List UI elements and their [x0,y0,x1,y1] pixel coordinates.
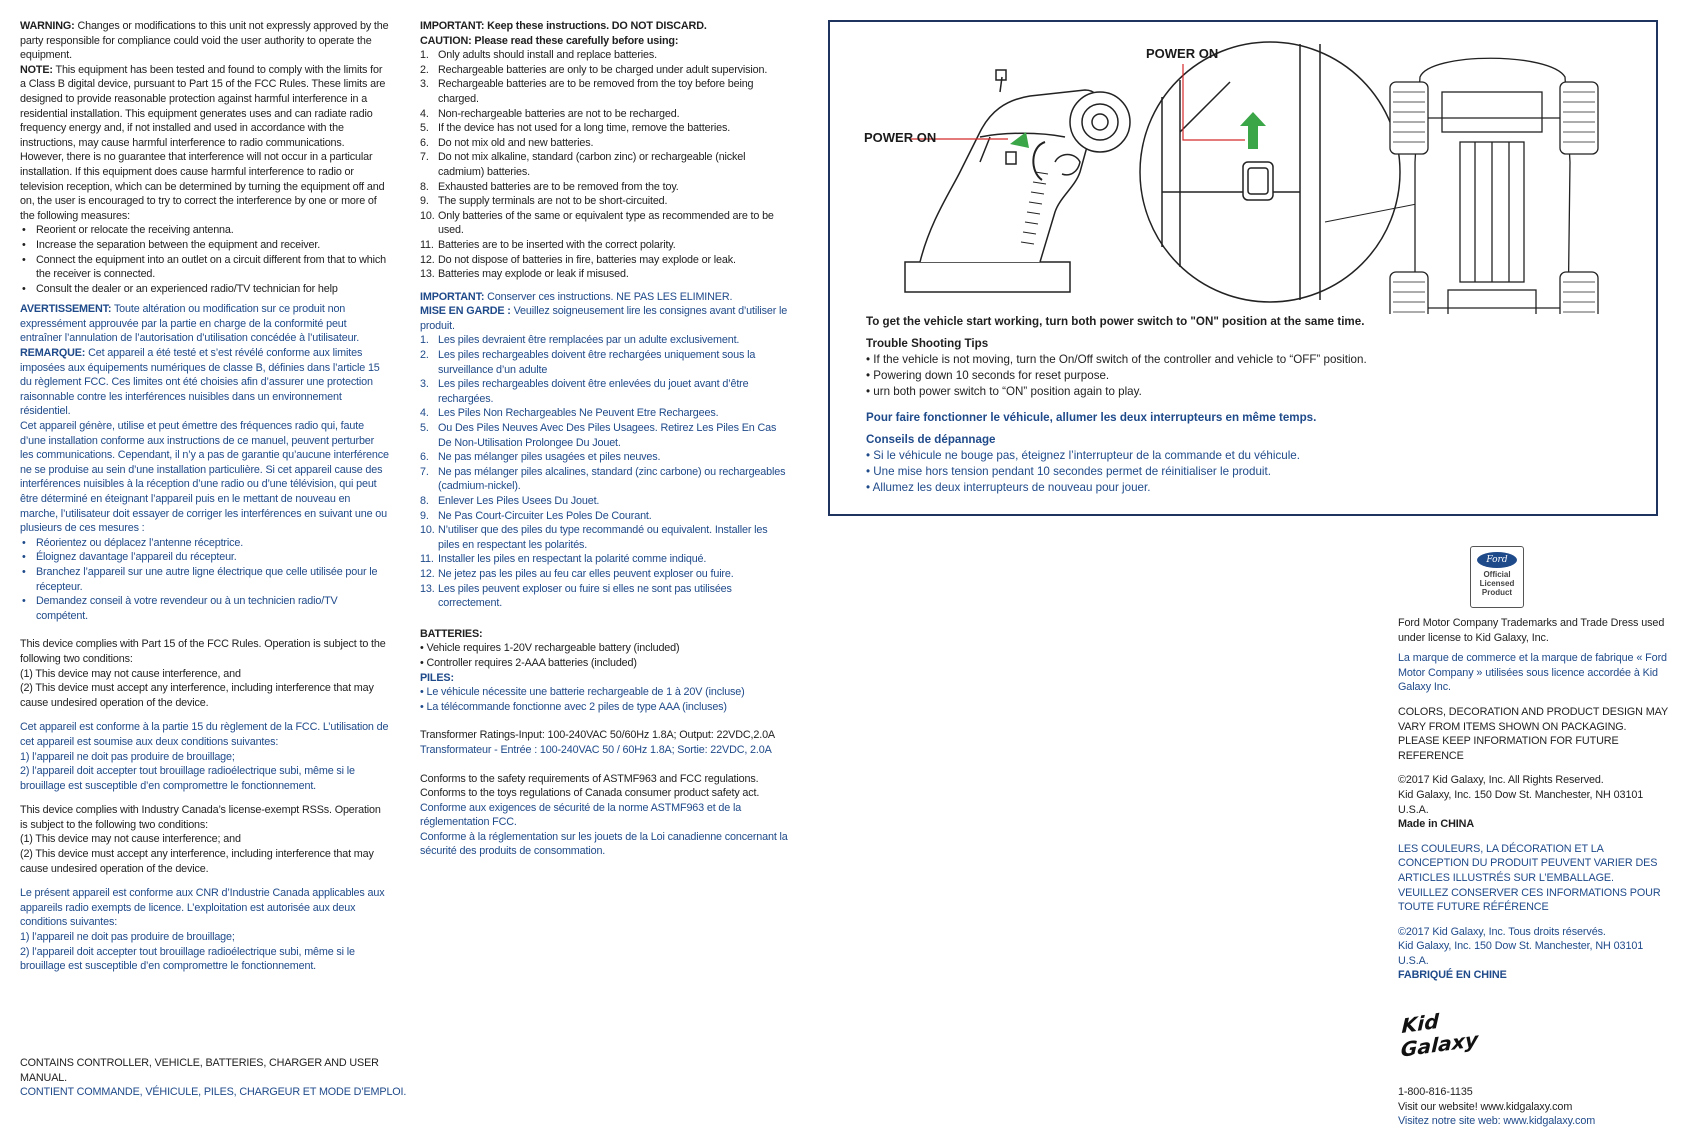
badge-text: Product [1481,588,1513,597]
measure-item: • Reorient or relocate the receiving antenna. [22,224,234,237]
ic-fr-text: Le présent appareil est conforme aux CNR d’Industrie Canada applicables aux appareils radio exempts de licence. L’exploitation est autorisée aux deux conditions suivantes: [20,887,385,929]
battery-instruction-item: 11. Batteries are to be inserted with the correct polarity. [420,238,676,251]
mesure-item: • Réorientez ou déplacez l’antenne réceptrice. [22,536,244,549]
battery-instruction-item: 11. Installer les piles en respectant la polarité comme indiqué. [420,553,707,566]
battery-list-fr [420,333,790,610]
warning-paragraph [20,19,390,63]
important-fr: IMPORTANT: Conserver ces instructions. NE PAS LES ELIMINER. [420,290,733,303]
truck-top-view-illustration [1390,58,1598,314]
trademark-en: Ford Motor Company Trademarks and Trade Dress used under license to Kid Galaxy, Inc. [1398,617,1665,644]
controller-illustration [905,70,1130,292]
fcc-column [20,19,390,974]
mesure-item: • Éloignez davantage l’appareil du récepteur. [22,551,237,564]
ic-fr-text: 1) l’appareil ne doit pas produire de brouillage; [20,931,235,944]
badge-text: Licensed [1479,579,1515,588]
battery-instruction-item: 7. Do not mix alkaline, standard (carbon zinc) or rechargeable (nickel cadmium) batteries. [420,151,746,178]
conformity-en: Conforms to the toys regulations of Canada consumer product safety act. [420,787,760,800]
caution-heading: CAUTION: Please read these carefully before using: [420,34,679,47]
conformity-fr: Conforme aux exigences de sécurité de la norme ASTMF963 et de la réglementation FCC. [420,801,742,829]
power-on-diagram [828,20,1658,516]
made-in-en: Made in CHINA [1398,818,1475,831]
avertissement-paragraph: AVERTISSEMENT: Toute altération ou modification sur ce produit non expressément approuvée par la partie en charge de la conformité peut entraîner l’annulation de l’autorisation d’utilisation concédée à l’utilisateur. [20,303,360,345]
battery-instruction-item: 10. Only batteries of the same or equivalent type as recommended are to be used. [420,209,774,237]
badge-text: Official [1483,570,1511,579]
trademark-fr: La marque de commerce et la marque de fabrique « Ford Motor Company » utilisées sous licence accordée à Kid Galaxy Inc. [1398,652,1667,694]
made-in-fr: FABRIQUÉ EN CHINE [1398,969,1507,982]
battery-instruction-item: 9. The supply terminals are not to be short-circuited. [420,195,668,208]
ic-text: (1) This device may not cause interference; and [20,833,241,846]
ford-logo-icon: Ford [1477,552,1517,568]
fcc-part15-fr-text: 2) l’appareil doit accepter tout brouillage radioélectrique subi, même si le brouillage est susceptible d’en compromettre le fonctionnement. [20,765,355,792]
battery-instruction-item: 5. Ou Des Piles Neuves Avec Des Piles Usagees. Retirez Les Piles En Cas De Non-Utilisation Prolongee Du Jouet. [420,422,777,449]
fcc-part15-fr-text: Cet appareil est conforme à la partie 15 du règlement de la FCC. L’utilisation de cet appareil est soumise aux deux conditions suivantes: [20,721,389,748]
copyright-fr: ©2017 Kid Galaxy, Inc. Tous droits réservés. [1398,925,1606,938]
fcc-part15-text: (2) This device must accept any interference, including interference that may cause undesired operation of the device. [20,682,374,709]
company-column [1398,546,1670,1129]
power-on-illustration [830,22,1656,314]
colors-en: COLORS, DECORATION AND PRODUCT DESIGN MAY VARY FROM ITEMS SHOWN ON PACKAGING. [1398,705,1668,733]
mise-en-garde: MISE EN GARDE : Veuillez soigneusement lire les consignes avant d’utiliser le produit. [420,305,788,332]
however-paragraph: However, there is no guarantee that interference will not occur in a particular installation. If this equipment does cause harmful interference to radio or television reception, which can be determined by turning the equipment off and on, the user is encouraged to try to correct the interference by one or more of the following measures: [20,151,385,222]
transformer-fr: Transformateur - Entrée : 100-240VAC 50 / 60Hz 1.8A; Sortie: 22VDC, 2.0A [420,743,772,756]
battery-instruction-item: 3. Les piles rechargeables doivent être enlevées du jouet avant d’être rechargées. [420,378,749,405]
warning-text: Changes or modifications to this unit not expressly approved by the party responsible for compliance could void the user authority to operate the equipment. [20,20,389,62]
colors-fr: LES COULEURS, LA DÉCORATION ET LA CONCEPTION DU PRODUIT PEUVENT VARIER DES ARTICLES ILLUSTRÉS SUR L’EMBALLAGE. [1398,842,1658,884]
piles-item: • La télécommande fonctionne avec 2 piles de type AAA (incluses) [420,700,727,713]
instruction-fr: Pour faire fonctionner le véhicule, allumer les deux interrupteurs en même temps. [866,411,1317,424]
battery-instruction-item: 13. Les piles peuvent exploser ou fuire si elles ne sont pas utilisées correctement. [420,582,732,610]
batteries-item: • Controller requires 2-AAA batteries (included) [420,656,637,669]
measure-item: • Connect the equipment into an outlet on a circuit different from that to which the receiver is connected. [22,253,387,281]
battery-instruction-item: 3. Rechargeable batteries are to be removed from the toy before being charged. [420,78,754,105]
troubleshoot-heading-fr: Conseils de dépannage [866,433,996,446]
batteries-heading: BATTERIES: [420,627,483,640]
transformer-en: Transformer Ratings-Input: 100-240VAC 50/60Hz 1.8A; Output: 22VDC,2.0A [420,729,775,742]
contents-fr: CONTIENT COMMANDE, VÉHICULE, PILES, CHARGEUR ET MODE D’EMPLOI. [20,1086,407,1099]
instruction-en: To get the vehicle start working, turn both power switch to "ON" position at the same time. [866,315,1365,328]
power-on-label-top: POWER ON [1146,46,1219,61]
battery-instruction-item: 6. Do not mix old and new batteries. [420,136,594,149]
ic-text: This device complies with Industry Canada’s license-exempt RSSs. Operation is subject to the following two conditions: [20,804,381,831]
note-text: This equipment has been tested and found to comply with the limits for a Class B digital device, pursuant to Part 15 of the FCC Rules. These limits are designed to provide reasonable protection against harmful interference in a residential installation. This equipment generates uses and can radiate radio frequency energy and, if not installed and used in accordance with the instructions, may cause harmful interference to radio communications. [20,63,386,149]
troubleshoot-item: • Powering down 10 seconds for reset purpose. [866,369,1110,382]
battery-instruction-item: 12. Ne jetez pas les piles au feu car elles peuvent exploser ou fuire. [420,567,734,580]
battery-instruction-item: 2. Les piles rechargeables doivent être rechargées uniquement sous la surveillance d’un adulte [420,349,756,376]
battery-instruction-item: 6. Ne pas mélanger piles usagées et piles neuves. [420,451,661,464]
remarque-paragraph: REMARQUE: Cet appareil a été testé et s’est révélé conforme aux limites imposées aux équipements numériques de classe B, définies dans l’article 15 du règlement FCC. Ces limites ont été choisies afin d’assurer une protection raisonnable contre les interférences nuisibles dans un environnement résidentiel. [20,347,380,418]
troubleshoot-item: • urn both power switch to “ON” position again to play. [866,385,1142,398]
troubleshoot-item: • If the vehicle is not moving, turn the On/Off switch of the controller and vehicle to “OFF” position. [866,353,1367,366]
colors-fr: VEUILLEZ CONSERVER CES INFORMATIONS POUR TOUTE FUTURE RÉFÉRENCE [1398,886,1661,914]
website-link-fr[interactable]: Visitez notre site web: www.kidgalaxy.com [1398,1115,1596,1128]
mesure-item: • Demandez conseil à votre revendeur ou à un technicien radio/TV compétent. [22,595,338,622]
contents-note [20,1056,420,1100]
colors-en: PLEASE KEEP INFORMATION FOR FUTURE REFERENCE [1398,735,1619,762]
power-on-label-left: POWER ON [864,130,937,145]
battery-instruction-item: 12. Do not dispose of batteries in fire, batteries may explode or leak. [420,253,736,266]
battery-instruction-item: 1. Les piles devraient être remplacées par un adulte exclusivement. [420,334,740,347]
battery-instruction-item: 13. Batteries may explode or leak if misused. [420,268,629,281]
battery-instruction-item: 7. Ne pas mélanger piles alcalines, standard (zinc carbone) ou rechargeables (cadmium-nickel). [420,465,786,493]
phone-number: 1-800-816-1135 [1398,1086,1473,1099]
batteries-item: • Vehicle requires 1-20V rechargeable battery (included) [420,642,680,655]
conformity-en: Conforms to the safety requirements of ASTMF963 and FCC regulations. [420,772,759,785]
power-instructions [866,314,1426,496]
battery-instruction-item: 8. Exhausted batteries are to be removed from the toy. [420,180,679,193]
troubleshoot-heading-en: Trouble Shooting Tips [866,337,989,350]
battery-column [420,19,790,859]
mesure-item: • Branchez l’appareil sur une autre ligne électrique que celle utilisée pour le récepteur. [22,565,378,593]
battery-instruction-item: 4. Les Piles Non Rechargeables Ne Peuvent Etre Rechargees. [420,407,719,420]
battery-instruction-item: 1. Only adults should install and replace batteries. [420,49,657,62]
measure-item: • Increase the separation between the equipment and receiver. [22,238,321,251]
battery-instruction-item: 2. Rechargeable batteries are only to be charged under adult supervision. [420,63,768,76]
depannage-item: • Une mise hors tension pendant 10 secondes permet de réinitialiser le produit. [866,465,1271,478]
battery-instruction-item: 10. N’utiliser que des piles du type recommandé ou equivalent. Installer les piles en respectant les polarités. [420,524,768,551]
address-en: Kid Galaxy, Inc. 150 Dow St. Manchester, NH 03101 U.S.A. [1398,788,1644,816]
battery-heading: IMPORTANT: Keep these instructions. DO NOT DISCARD. [420,20,707,32]
kid-galaxy-logo: Kid Galaxy [1400,1009,1479,1062]
fcc-part15-text: (1) This device may not cause interference, and [20,667,241,680]
depannage-item: • Si le véhicule ne bouge pas, éteignez l’interrupteur de la commande et du véhicule. [866,449,1300,462]
contents-en: CONTAINS CONTROLLER, VEHICLE, BATTERIES, CHARGER AND USER MANUAL. [20,1057,379,1084]
warning-label: WARNING: [20,20,75,32]
ic-fr-text: 2) l’appareil doit accepter tout brouillage radioélectrique subi, même si le brouillage est susceptible d’en compromettre le fonctionnement. [20,945,355,973]
depannage-item: • Allumez les deux interrupteurs de nouveau pour jouer. [866,481,1151,494]
measure-item: • Consult the dealer or an experienced radio/TV technician for help [22,282,338,295]
battery-instruction-item: 8. Enlever Les Piles Usees Du Jouet. [420,495,600,507]
battery-instruction-item: 9. Ne Pas Court-Circuiter Les Poles De Courant. [420,509,652,522]
piles-heading: PILES: [420,671,454,684]
note-label: NOTE: [20,63,53,76]
ic-text: (2) This device must accept any interference, including interference that may cause undesired operation of the device. [20,848,374,875]
battery-list-en [420,48,790,282]
conformity-fr: Conforme à la réglementation sur les jouets de la Loi canadienne concernant la sécurité des produits de consommation. [420,830,788,858]
copyright-en: ©2017 Kid Galaxy, Inc. All Rights Reserved. [1398,774,1604,787]
cependant-paragraph: Cet appareil génère, utilise et peut émettre des fréquences radio qui, faute d’une installation conforme aux instructions de ce manuel, peuvent perturber les communications. Cependant, il n’y a pas de garantie qu’aucune interférence ne se produise au sein d’une installation particulière. Si cet appareil cause des interférences nuisibles à la réception d’une radio ou d’une télévision, qui peut être déterminé en éteignant l’appareil puis en le mettant de nouveau en marche, l’utilisateur doit essayer de corriger les interférences en suivant une ou plusieurs de ces mesures : [20,420,389,535]
battery-instruction-item: 5. If the device has not used for a long time, remove the batteries. [420,122,731,135]
fcc-part15-fr-text: 1) l’appareil ne doit pas produire de brouillage; [20,750,235,763]
ford-licensed-badge [1470,546,1524,608]
piles-item: • Le véhicule nécessite une batterie rechargeable de 1 à 20V (incluse) [420,686,745,699]
fcc-part15-text: This device complies with Part 15 of the FCC Rules. Operation is subject to the following two conditions: [20,638,386,665]
battery-instruction-item: 4. Non-rechargeable batteries are not to be recharged. [420,107,680,120]
address-fr: Kid Galaxy, Inc. 150 Dow St. Manchester, NH 03101 U.S.A. [1398,940,1644,967]
note-paragraph [20,63,390,151]
magnified-switch-illustration [1140,42,1400,302]
website-link-en[interactable]: Visit our website! www.kidgalaxy.com [1398,1100,1573,1113]
